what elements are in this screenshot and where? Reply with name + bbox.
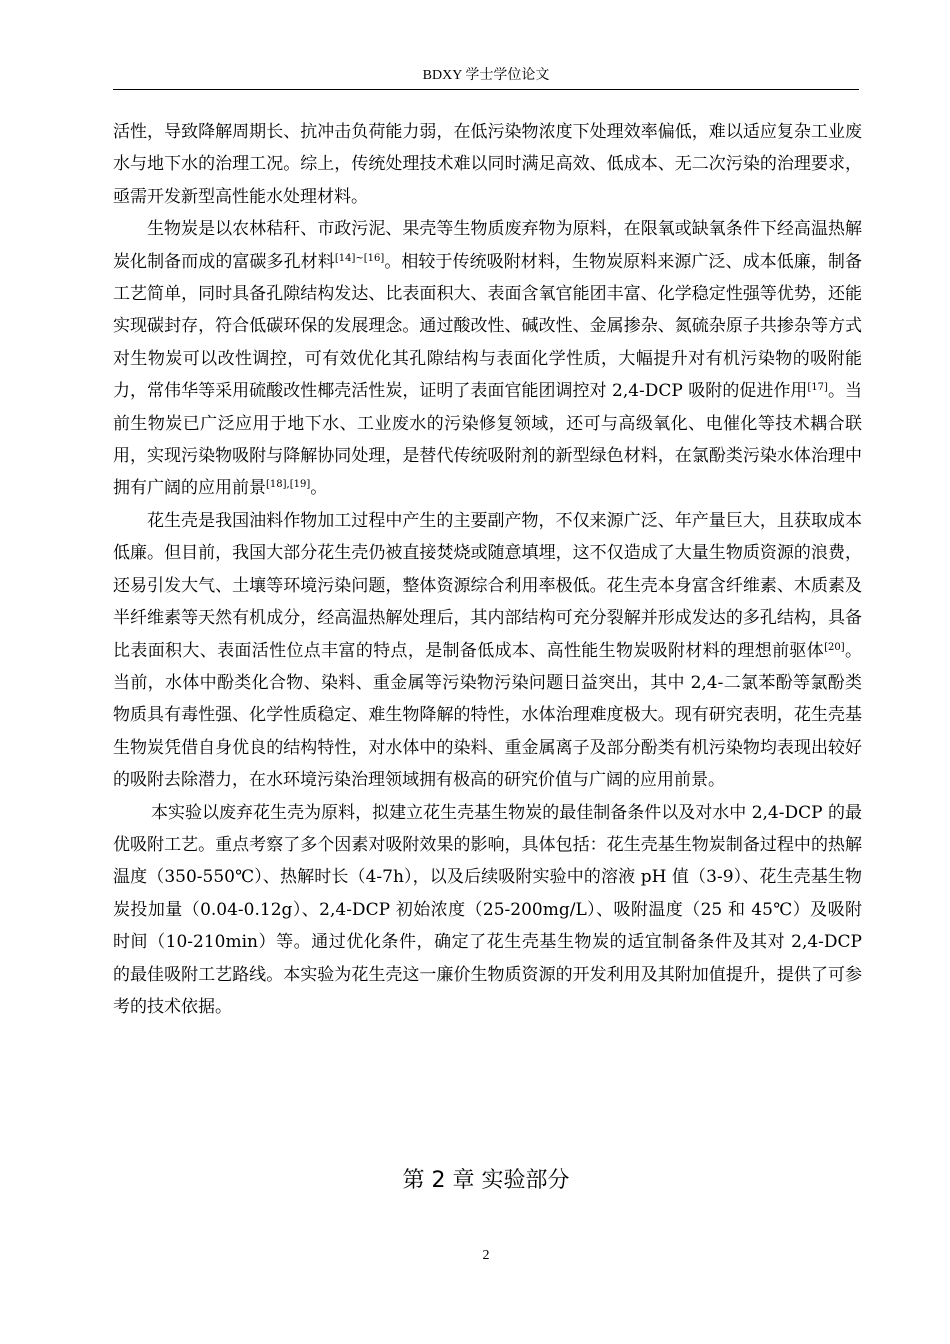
header-rule xyxy=(113,89,859,90)
page-number: 2 xyxy=(482,1248,490,1263)
text-run: 花生壳是我国油料作物加工过程中产生的主要副产物，不仅来源广泛、年产量巨大，且获取成本低廉。但目前，我国大部分花生壳仍被直接焚烧或随意填埋，这不仅造成了大量生物质资源的浪费，还易引发大气、土壤等环境污染问题，整体资源综合利用率极低。花生壳本身富含纤维素、木质素及半纤维素等天然有机成分，经高温热解处理后，其内部结构可充分裂解并形成发达的多孔结构，具备比表面积大、表面活性位点丰富的特点，是制备低成本、高性能生物炭吸附材料的理想前驱体 xyxy=(113,510,862,661)
paragraph-2 xyxy=(113,213,862,505)
text-run: 生物炭是以农林秸秆、市政污泥、果壳等生物质废弃物为原料，在限氧或缺氧条件下经高温热解炭化制备而成的富碳多孔材料 xyxy=(113,219,862,272)
paragraph-4 xyxy=(113,797,862,1024)
chapter-heading: 第 2 章 实验部分 xyxy=(402,1168,570,1193)
paragraph-1 xyxy=(113,116,862,213)
paragraph-3 xyxy=(113,505,862,797)
running-header: BDXY 学士学位论文 xyxy=(422,68,550,83)
citation: [18],[19] xyxy=(266,479,311,491)
text-run: 本实验以废弃花生壳为原料，拟建立花生壳基生物炭的最佳制备条件以及对水中 2,4-DCP 的最优吸附工艺。重点考察了多个因素对吸附效果的影响，具体包括：花生壳基生物炭制备过程中的热解温度（350-550℃）、热解时长（4-7h），以及后续吸附实验中的溶液 pH 值（3-9）、花生壳基生物炭投加量（0.04-0.12g）、2,4-DCP 初始浓度（25-200mg/L）、吸附温度（25 和 45℃）及吸附时间（10-210min）等。通过优化条件，确定了花生壳基生物炭的适宜制备条件及其对 2,4-DCP 的最佳吸附工艺路线。本实验为花生壳这一廉价生物质资源的开发利用及其附加值提升，提供了可参考的技术依据。 xyxy=(113,802,862,1017)
citation: [17] xyxy=(807,382,828,394)
citation: [20] xyxy=(824,641,845,653)
text-run: 。相较于传统吸附材料，生物炭原料来源广泛、成本低廉，制备工艺简单，同时具备孔隙结构发达、比表面积大、表面含氧官能团丰富、化学稳定性强等优势，还能实现碳封存，符合低碳环保的发展理念。通过酸改性、碱改性、金属掺杂、氮硫杂原子共掺杂等方式对生物炭可以改性调控，可有效优化其孔隙结构与表面化学性质，大幅提升对有机污染物的吸附能力，常伟华等采用硫酸改性椰壳活性炭，证明了表面官能团调控对 2,4-DCP 吸附的促进作用 xyxy=(113,251,862,402)
text-run: 活性，导致降解周期长、抗冲击负荷能力弱，在低污染物浓度下处理效率偏低，难以适应复杂工业废水与地下水的治理工况。综上，传统处理技术难以同时满足高效、低成本、无二次污染的治理要求，亟需开发新型高性能水处理材料。 xyxy=(113,122,862,207)
citation: [14]~[16] xyxy=(334,252,385,264)
text-run: 。当前生物炭已广泛应用于地下水、工业废水的污染修复领域，还可与高级氧化、电催化等技术耦合联用，实现污染物吸附与降解协同处理，是替代传统吸附剂的新型绿色材料，在氯酚类污染水体治理中拥有广阔的应用前景 xyxy=(113,381,862,499)
text-run: 。 xyxy=(310,478,328,499)
body-text xyxy=(113,116,862,1023)
text-run: 。当前，水体中酚类化合物、染料、重金属等污染物污染问题日益突出，其中 2,4-二氯苯酚等氯酚类物质具有毒性强、化学性质稳定、难生物降解的特性，水体治理难度极大。现有研究表明，花生壳基生物炭凭借自身优良的结构特性，对水体中的染料、重金属离子及部分酚类有机污染物均表现出较好的吸附去除潜力，在水环境污染治理领域拥有极高的研究价值与广阔的应用前景。 xyxy=(113,640,863,791)
